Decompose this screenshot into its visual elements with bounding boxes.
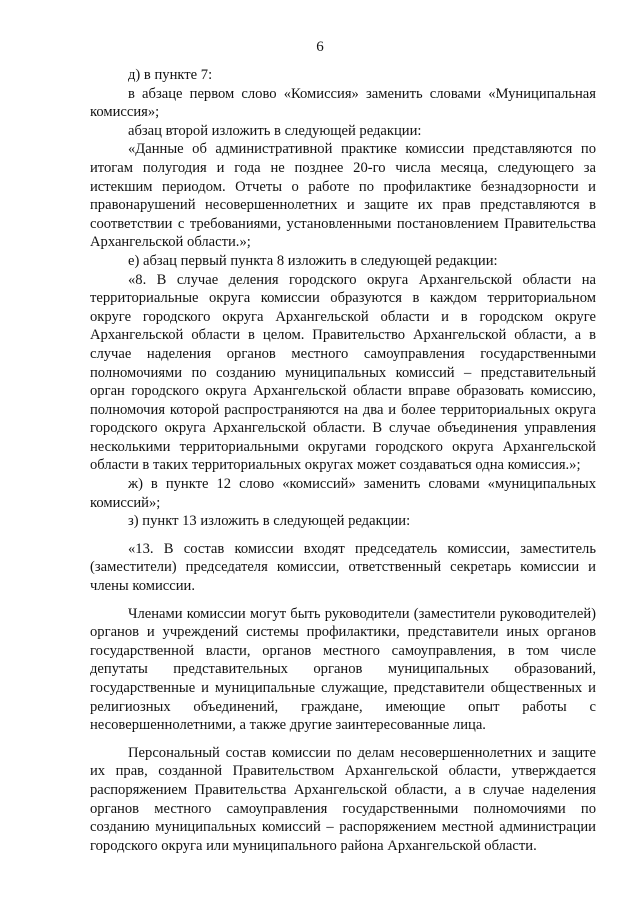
paragraph-second-abzac: абзац второй изложить в следующей редакции: [128,122,422,139]
paragraph-quote-8: «8. В случае деления городского округа Архангельской области на территориальные округа комиссии образуются в каждом территориальном округе городского округа Архангельской области и в городском округе Архангельской области в целом. Правительство Архангельской области, а в случае наделения органов местного самоуправления государственными полномочиями по созданию муниципальных комиссий – представительный орган городского округа Архангельской области вправе образовать комиссию, полномочия которой распространяются на два и более территориальных округа городского округа Архангельской области. В случае объединения управления несколькими территориальными округами городского округа Архангельской области в таких территориальных округах может создаваться одна комиссия.»; [90,271,596,474]
paragraph-commission-members: Членами комиссии могут быть руководители (заместители руководителей) органов и учреждений системы профилактики, представители иных органов государственной власти, органов местного самоуправления, в том числе депутаты представительных органов муниципальных образований, государственные и муниципальные служащие, представители общественных и религиозных объединений, граждане, имеющие опыт работы с несовершеннолетними, а также другие заинтересованные лица. [90,605,596,734]
page-number: 6 [316,39,324,55]
paragraph-item-d: д) в пункте 7: [128,67,213,83]
paragraph-replace-word: в абзаце первом слово «Комиссия» заменить словами «Муниципальная комиссия»; [90,85,596,121]
paragraph-personal-composition: Персональный состав комиссии по делам несовершеннолетних и защите их прав, созданной Правительством Архангельской области, утверждается распоряжением Правительства Архангельской области, а в случае наделения органов местного самоуправления государственными полномочиями по созданию муниципальных комиссий – распоряжением местной администрации городского округа или муниципального района Архангельской области. [90,744,596,854]
paragraph-quote-13: «13. В состав комиссии входят председатель комиссии, заместитель (заместители) председателя комиссии, ответственный секретарь комиссии и члены комиссии. [90,540,596,595]
paragraph-item-z: з) пункт 13 изложить в следующей редакции: [128,513,411,530]
paragraph-item-zh: ж) в пункте 12 слово «комиссий» заменить словами «муниципальных комиссий»; [90,476,596,511]
document-body [90,66,596,855]
paragraph-quote-data: «Данные об административной практике комиссии представляются по итогам полугодия и года не позднее 20-го числа месяца, следующего за истекшим периодом. Отчеты о работе по профилактике безнадзорности и правонарушений несовершеннолетних и защите их прав представляются в соответствии с требованиями, установленными постановлением Правительства Архангельской области.»; [90,141,596,251]
paragraph-item-e: е) абзац первый пункта 8 изложить в следующей редакции: [128,252,498,269]
